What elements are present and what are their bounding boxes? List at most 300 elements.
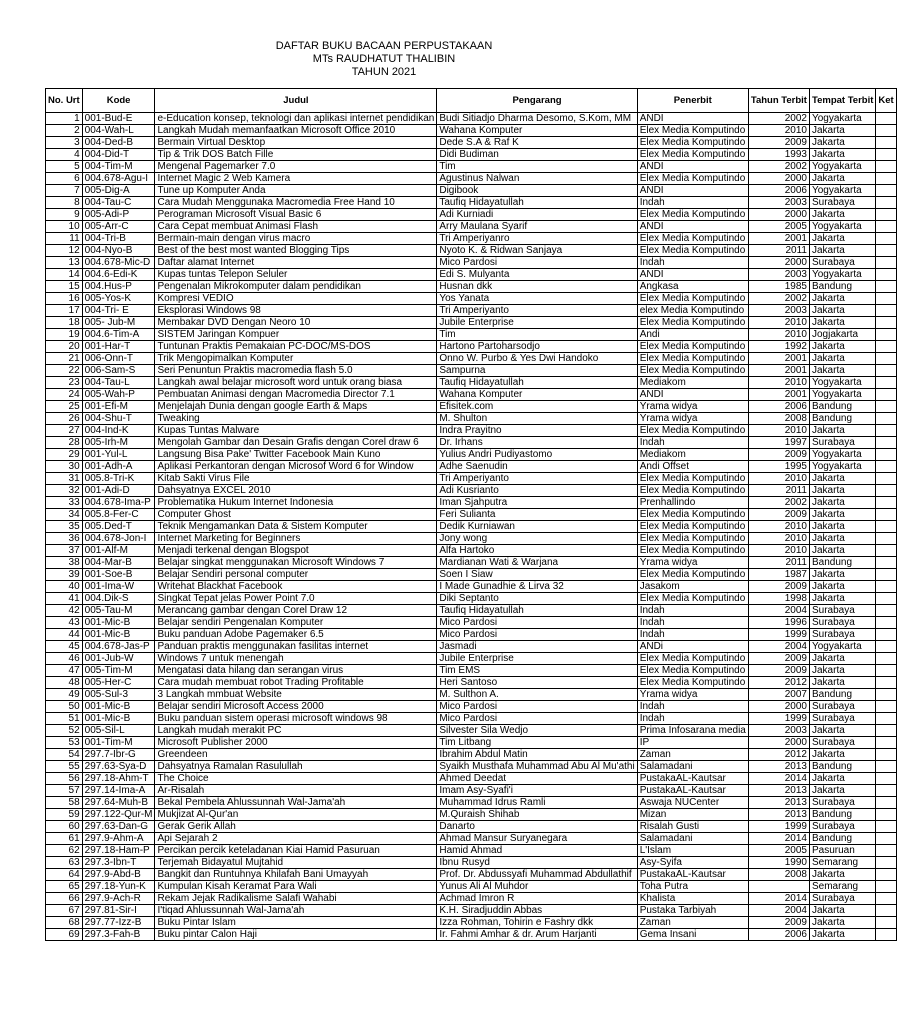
cell-tahun: 2010: [748, 329, 809, 341]
cell-judul: Panduan praktis menggunakan fasilitas internet: [155, 641, 437, 653]
cell-pengarang: Indra Prayitno: [437, 425, 637, 437]
cell-ket: [876, 749, 896, 761]
cell-no: 2: [46, 125, 83, 137]
cell-tempat: Surabaya: [809, 617, 875, 629]
cell-tahun: 2009: [748, 665, 809, 677]
cell-tempat: Jakarta: [809, 869, 875, 881]
cell-tahun: 1999: [748, 629, 809, 641]
cell-pengarang: Tri Amperiyanro: [437, 233, 637, 245]
cell-tahun: 2002: [748, 293, 809, 305]
cell-kode: 004.6-Tim-A: [82, 329, 155, 341]
cell-penerbit: Elex Media Komputindo: [637, 209, 748, 221]
cell-judul: Pembuatan Animasi dengan Macromedia Director 7.1: [155, 389, 437, 401]
cell-pengarang: M. Sulthon A.: [437, 689, 637, 701]
cell-tahun: 1985: [748, 281, 809, 293]
cell-tahun: 2003: [748, 269, 809, 281]
cell-tahun: 2006: [748, 401, 809, 413]
cell-kode: 004.6-Edi-K: [82, 269, 155, 281]
cell-ket: [876, 377, 896, 389]
cell-no: 52: [46, 725, 83, 737]
cell-penerbit: Gema Insani: [637, 929, 748, 941]
cell-ket: [876, 509, 896, 521]
cell-pengarang: Didi Budiman: [437, 149, 637, 161]
cell-tempat: Bandung: [809, 557, 875, 569]
cell-judul: 3 Langkah mmbuat Website: [155, 689, 437, 701]
cell-ket: [876, 545, 896, 557]
cell-tahun: 2003: [748, 305, 809, 317]
cell-pengarang: Mico Pardosi: [437, 629, 637, 641]
cell-tempat: Jakarta: [809, 341, 875, 353]
col-header: Pengarang: [437, 89, 637, 113]
cell-tahun: 2014: [748, 833, 809, 845]
cell-pengarang: Syaikh Musthafa Muhammad Abu Al Mu'athi: [437, 761, 637, 773]
table-row: [46, 833, 897, 845]
cell-judul: Tuntunan Praktis Pemakaian PC-DOC/MS-DOS: [155, 341, 437, 353]
cell-no: 30: [46, 461, 83, 473]
cell-tempat: Yogyakarta: [809, 221, 875, 233]
cell-tempat: Surabaya: [809, 257, 875, 269]
cell-ket: [876, 713, 896, 725]
cell-no: 38: [46, 557, 83, 569]
cell-tahun: 2010: [748, 317, 809, 329]
cell-ket: [876, 905, 896, 917]
table-row: [46, 521, 897, 533]
table-row: [46, 809, 897, 821]
cell-kode: 005-Tim-M: [82, 665, 155, 677]
cell-tahun: 2002: [748, 161, 809, 173]
cell-ket: [876, 413, 896, 425]
cell-penerbit: Andi Offset: [637, 461, 748, 473]
cell-kode: 001-Ima-W: [82, 581, 155, 593]
cell-tahun: 2001: [748, 233, 809, 245]
cell-tempat: Jakarta: [809, 317, 875, 329]
cell-tahun: 2011: [748, 245, 809, 257]
cell-no: 60: [46, 821, 83, 833]
cell-tempat: Jogjakarta: [809, 329, 875, 341]
table-row: [46, 413, 897, 425]
cell-pengarang: Alfa Hartoko: [437, 545, 637, 557]
cell-no: 45: [46, 641, 83, 653]
cell-penerbit: Elex Media Komputindo: [637, 365, 748, 377]
cell-penerbit: Prima Infosarana media: [637, 725, 748, 737]
cell-no: 14: [46, 269, 83, 281]
cell-pengarang: Izza Rohman, Tohirin e Fashry dkk: [437, 917, 637, 929]
cell-pengarang: Tim: [437, 161, 637, 173]
cell-tempat: Jakarta: [809, 353, 875, 365]
table-row: [46, 677, 897, 689]
table-row: [46, 617, 897, 629]
cell-pengarang: Adi Kurniadi: [437, 209, 637, 221]
cell-kode: 297.14-Ima-A: [82, 785, 155, 797]
cell-penerbit: ANDI: [637, 389, 748, 401]
cell-kode: 297.7-Ibr-G: [82, 749, 155, 761]
cell-penerbit: Elex Media Komputindo: [637, 317, 748, 329]
document-header: [0, 40, 768, 79]
cell-penerbit: Elex Media Komputindo: [637, 245, 748, 257]
cell-judul: Langkah awal belajar microsoft word untuk orang biasa: [155, 377, 437, 389]
table-row: [46, 185, 897, 197]
cell-tempat: Jakarta: [809, 917, 875, 929]
cell-pengarang: Taufiq Hidayatullah: [437, 605, 637, 617]
cell-no: 49: [46, 689, 83, 701]
cell-kode: 004.678-Jon-I: [82, 533, 155, 545]
cell-no: 5: [46, 161, 83, 173]
cell-tempat: Yogyakarta: [809, 113, 875, 125]
cell-judul: Seri Penuntun Praktis macromedia flash 5.0: [155, 365, 437, 377]
cell-tahun: 2013: [748, 785, 809, 797]
table-row: [46, 437, 897, 449]
cell-no: 25: [46, 401, 83, 413]
cell-ket: [876, 341, 896, 353]
cell-tahun: 2010: [748, 521, 809, 533]
cell-kode: 297.122-Qur-M: [82, 809, 155, 821]
cell-pengarang: Agustinus Nalwan: [437, 173, 637, 185]
cell-penerbit: Indah: [637, 437, 748, 449]
table-row: [46, 173, 897, 185]
cell-judul: Menjadi terkenal dengan Blogspot: [155, 545, 437, 557]
cell-judul: Membakar DVD Dengan Neoro 10: [155, 317, 437, 329]
cell-tempat: Jakarta: [809, 473, 875, 485]
cell-pengarang: Ahmad Mansur Suryanegara: [437, 833, 637, 845]
cell-penerbit: Indah: [637, 629, 748, 641]
cell-penerbit: Asy-Syifa: [637, 857, 748, 869]
cell-tempat: Semarang: [809, 881, 875, 893]
cell-ket: [876, 473, 896, 485]
cell-no: 37: [46, 545, 83, 557]
cell-penerbit: Elex Media Komputindo: [637, 173, 748, 185]
cell-pengarang: Tim Litbang: [437, 737, 637, 749]
cell-tempat: Bandung: [809, 809, 875, 821]
cell-tahun: 2000: [748, 209, 809, 221]
cell-penerbit: Indah: [637, 701, 748, 713]
cell-ket: [876, 437, 896, 449]
cell-ket: [876, 605, 896, 617]
cell-kode: 001-Soe-B: [82, 569, 155, 581]
cell-judul: Mengenal Pagemarker 7.0: [155, 161, 437, 173]
cell-tahun: 2013: [748, 797, 809, 809]
cell-kode: 004.Hus-P: [82, 281, 155, 293]
cell-ket: [876, 689, 896, 701]
cell-tempat: Jakarta: [809, 581, 875, 593]
cell-no: 54: [46, 749, 83, 761]
cell-ket: [876, 329, 896, 341]
cell-pengarang: Mico Pardosi: [437, 713, 637, 725]
cell-kode: 297.3-Ibn-T: [82, 857, 155, 869]
cell-tempat: Jakarta: [809, 785, 875, 797]
cell-penerbit: Salamadani: [637, 833, 748, 845]
cell-pengarang: Taufiq Hidayatullah: [437, 377, 637, 389]
table-body: [46, 113, 897, 941]
cell-pengarang: Jubile Enterprise: [437, 653, 637, 665]
cell-tempat: Semarang: [809, 857, 875, 869]
cell-judul: Langkah Mudah memanfaatkan Microsoft Office 2010: [155, 125, 437, 137]
cell-no: 67: [46, 905, 83, 917]
cell-no: 61: [46, 833, 83, 845]
cell-tempat: Jakarta: [809, 137, 875, 149]
cell-judul: Kitab Sakti Virus File: [155, 473, 437, 485]
cell-ket: [876, 629, 896, 641]
cell-tahun: 2011: [748, 485, 809, 497]
cell-tempat: Jakarta: [809, 905, 875, 917]
cell-no: 31: [46, 473, 83, 485]
cell-judul: e-Education konsep, teknologi dan aplikasi internet pendidikan: [155, 113, 437, 125]
cell-kode: 001-Jub-W: [82, 653, 155, 665]
cell-penerbit: Elex Media Komputindo: [637, 425, 748, 437]
cell-ket: [876, 677, 896, 689]
cell-no: 24: [46, 389, 83, 401]
cell-no: 40: [46, 581, 83, 593]
cell-pengarang: Heri Santoso: [437, 677, 637, 689]
cell-tahun: 1992: [748, 341, 809, 353]
table-row: [46, 269, 897, 281]
cell-tahun: 2010: [748, 473, 809, 485]
cell-pengarang: Tri Amperiyanto: [437, 473, 637, 485]
cell-tempat: Surabaya: [809, 629, 875, 641]
cell-judul: Belajar singkat menggunakan Microsoft Windows 7: [155, 557, 437, 569]
cell-penerbit: Elex Media Komputindo: [637, 509, 748, 521]
cell-pengarang: Hamid Ahmad: [437, 845, 637, 857]
cell-tahun: 2010: [748, 425, 809, 437]
cell-ket: [876, 593, 896, 605]
cell-judul: Ar-Risalah: [155, 785, 437, 797]
table-row: [46, 761, 897, 773]
cell-pengarang: Adhe Saenudin: [437, 461, 637, 473]
cell-penerbit: ANDI: [637, 185, 748, 197]
cell-penerbit: Pustaka Tarbiyah: [637, 905, 748, 917]
cell-ket: [876, 521, 896, 533]
table-row: [46, 593, 897, 605]
cell-tahun: 1990: [748, 857, 809, 869]
table-row: [46, 641, 897, 653]
col-header: Judul: [155, 89, 437, 113]
cell-tempat: Yogyakarta: [809, 377, 875, 389]
cell-no: 22: [46, 365, 83, 377]
cell-judul: Kupas Tuntas Malware: [155, 425, 437, 437]
cell-ket: [876, 173, 896, 185]
cell-tempat: Yogyakarta: [809, 449, 875, 461]
cell-kode: 005-Arr-C: [82, 221, 155, 233]
cell-judul: Bermain-main dengan virus macro: [155, 233, 437, 245]
cell-penerbit: ANDI: [637, 269, 748, 281]
cell-ket: [876, 869, 896, 881]
cell-tempat: Jakarta: [809, 125, 875, 137]
cell-ket: [876, 245, 896, 257]
cell-kode: 004.Dik-S: [82, 593, 155, 605]
cell-penerbit: ANDI: [637, 161, 748, 173]
cell-ket: [876, 125, 896, 137]
cell-kode: 005-Irh-M: [82, 437, 155, 449]
cell-penerbit: Jasakom: [637, 581, 748, 593]
cell-kode: 004-Tri-B: [82, 233, 155, 245]
cell-kode: 004-Ded-B: [82, 137, 155, 149]
cell-tempat: Jakarta: [809, 749, 875, 761]
cell-tempat: Bandung: [809, 401, 875, 413]
cell-tempat: Yogyakarta: [809, 461, 875, 473]
cell-ket: [876, 209, 896, 221]
cell-tempat: Jakarta: [809, 149, 875, 161]
cell-tahun: 2006: [748, 929, 809, 941]
cell-kode: 297.18-Ham-P: [82, 845, 155, 857]
cell-penerbit: Elex Media Komputindo: [637, 569, 748, 581]
cell-tahun: 2000: [748, 737, 809, 749]
cell-penerbit: Andi: [637, 329, 748, 341]
table-row: [46, 365, 897, 377]
cell-tahun: 2009: [748, 449, 809, 461]
cell-kode: 297.18-Ahm-T: [82, 773, 155, 785]
cell-kode: 001-Har-T: [82, 341, 155, 353]
cell-kode: 005-Her-C: [82, 677, 155, 689]
cell-penerbit: Yrama widya: [637, 401, 748, 413]
table-row: [46, 497, 897, 509]
cell-tempat: Jakarta: [809, 653, 875, 665]
cell-ket: [876, 569, 896, 581]
cell-judul: Problematika Hukum Internet Indonesia: [155, 497, 437, 509]
cell-tahun: 2008: [748, 413, 809, 425]
cell-penerbit: PustakaAL-Kautsar: [637, 773, 748, 785]
cell-judul: Dahsyatnya EXCEL 2010: [155, 485, 437, 497]
cell-judul: Eksplorasi Windows 98: [155, 305, 437, 317]
cell-no: 51: [46, 713, 83, 725]
cell-no: 64: [46, 869, 83, 881]
cell-no: 44: [46, 629, 83, 641]
cell-ket: [876, 353, 896, 365]
cell-ket: [876, 293, 896, 305]
cell-no: 63: [46, 857, 83, 869]
cell-no: 47: [46, 665, 83, 677]
table-row: [46, 893, 897, 905]
cell-ket: [876, 497, 896, 509]
table-row: [46, 905, 897, 917]
cell-kode: 297.63-Dan-G: [82, 821, 155, 833]
header-school: MTs RAUDHATUT THALIBIN: [312, 53, 456, 65]
cell-ket: [876, 161, 896, 173]
cell-kode: 001-Alf-M: [82, 545, 155, 557]
table-row: [46, 125, 897, 137]
cell-ket: [876, 257, 896, 269]
cell-tempat: Yogyakarta: [809, 161, 875, 173]
cell-ket: [876, 701, 896, 713]
cell-no: 15: [46, 281, 83, 293]
cell-ket: [876, 149, 896, 161]
cell-ket: [876, 137, 896, 149]
cell-no: 53: [46, 737, 83, 749]
table-header-row: [46, 89, 897, 113]
cell-kode: 005.8-Fer-C: [82, 509, 155, 521]
cell-tempat: Bandung: [809, 833, 875, 845]
cell-kode: 004.678-Jas-P: [82, 641, 155, 653]
cell-tempat: Jakarta: [809, 485, 875, 497]
cell-no: 55: [46, 761, 83, 773]
table-row: [46, 737, 897, 749]
cell-tempat: Surabaya: [809, 797, 875, 809]
cell-tahun: 2014: [748, 893, 809, 905]
cell-tahun: 1997: [748, 437, 809, 449]
cell-tahun: 1987: [748, 569, 809, 581]
col-header: No. Urt: [46, 89, 83, 113]
cell-kode: 001-Tim-M: [82, 737, 155, 749]
cell-kode: 005-Tau-M: [82, 605, 155, 617]
cell-pengarang: Tim EMS: [437, 665, 637, 677]
cell-tahun: 2002: [748, 497, 809, 509]
cell-tahun: 2004: [748, 605, 809, 617]
cell-pengarang: Iman Sjahputra: [437, 497, 637, 509]
table-row: [46, 161, 897, 173]
cell-penerbit: ANDI: [637, 113, 748, 125]
table-row: [46, 605, 897, 617]
cell-tempat: Jakarta: [809, 365, 875, 377]
cell-penerbit: Elex Media Komputindo: [637, 521, 748, 533]
cell-pengarang: M. Shulton: [437, 413, 637, 425]
cell-judul: Daftar alamat Internet: [155, 257, 437, 269]
table-row: [46, 341, 897, 353]
table-row: [46, 221, 897, 233]
cell-pengarang: Tri Amperiyanto: [437, 305, 637, 317]
cell-tempat: Surabaya: [809, 701, 875, 713]
header-title: DAFTAR BUKU BACAAN PERPUSTAKAAN: [275, 40, 493, 52]
cell-tempat: Jakarta: [809, 725, 875, 737]
cell-penerbit: Elex Media Komputindo: [637, 665, 748, 677]
cell-judul: Computer Ghost: [155, 509, 437, 521]
cell-judul: Cara Mudah Menggunaka Macromedia Free Hand 10: [155, 197, 437, 209]
cell-tahun: 2010: [748, 125, 809, 137]
cell-penerbit: Risalah Gusti: [637, 821, 748, 833]
cell-tahun: 2006: [748, 185, 809, 197]
cell-no: 16: [46, 293, 83, 305]
cell-no: 9: [46, 209, 83, 221]
cell-tahun: 2010: [748, 533, 809, 545]
cell-tempat: Jakarta: [809, 233, 875, 245]
cell-tempat: Surabaya: [809, 437, 875, 449]
cell-kode: 001-Mic-B: [82, 629, 155, 641]
cell-tempat: Yogyakarta: [809, 269, 875, 281]
cell-judul: I'tiqad Ahlussunnah Wal-Jama'ah: [155, 905, 437, 917]
cell-judul: Menjelajah Dunia dengan google Earth & Maps: [155, 401, 437, 413]
cell-ket: [876, 197, 896, 209]
cell-kode: 005-Sil-L: [82, 725, 155, 737]
cell-penerbit: Elex Media Komputindo: [637, 137, 748, 149]
cell-judul: Trik Mengopimalkan Komputer: [155, 353, 437, 365]
cell-ket: [876, 845, 896, 857]
cell-pengarang: Ahmed Deedat: [437, 773, 637, 785]
table-row: [46, 797, 897, 809]
cell-judul: Buku panduan sistem operasi microsoft windows 98: [155, 713, 437, 725]
cell-tahun: 2005: [748, 221, 809, 233]
cell-judul: Aplikasi Perkantoran dengan Microsof Word 6 for Window: [155, 461, 437, 473]
cell-penerbit: Elex Media Komputindo: [637, 593, 748, 605]
cell-no: 33: [46, 497, 83, 509]
cell-judul: Bermain Virtual Desktop: [155, 137, 437, 149]
cell-ket: [876, 401, 896, 413]
cell-pengarang: Taufiq Hidayatullah: [437, 197, 637, 209]
cell-no: 35: [46, 521, 83, 533]
cell-no: 65: [46, 881, 83, 893]
cell-tahun: 2012: [748, 677, 809, 689]
cell-pengarang: Edi S. Mulyanta: [437, 269, 637, 281]
cell-tahun: 1995: [748, 461, 809, 473]
cell-no: 6: [46, 173, 83, 185]
cell-no: 27: [46, 425, 83, 437]
cell-ket: [876, 233, 896, 245]
cell-judul: Mengolah Gambar dan Desain Grafis dengan Corel draw 6: [155, 437, 437, 449]
cell-kode: 004-Tau-C: [82, 197, 155, 209]
cell-judul: Merancang gambar dengan Corel Draw 12: [155, 605, 437, 617]
col-header: Ket: [876, 89, 896, 113]
cell-penerbit: ANDi: [637, 641, 748, 653]
cell-penerbit: Prenhallindo: [637, 497, 748, 509]
cell-pengarang: Jasmadi: [437, 641, 637, 653]
cell-kode: 001-Mic-B: [82, 713, 155, 725]
table-row: [46, 557, 897, 569]
